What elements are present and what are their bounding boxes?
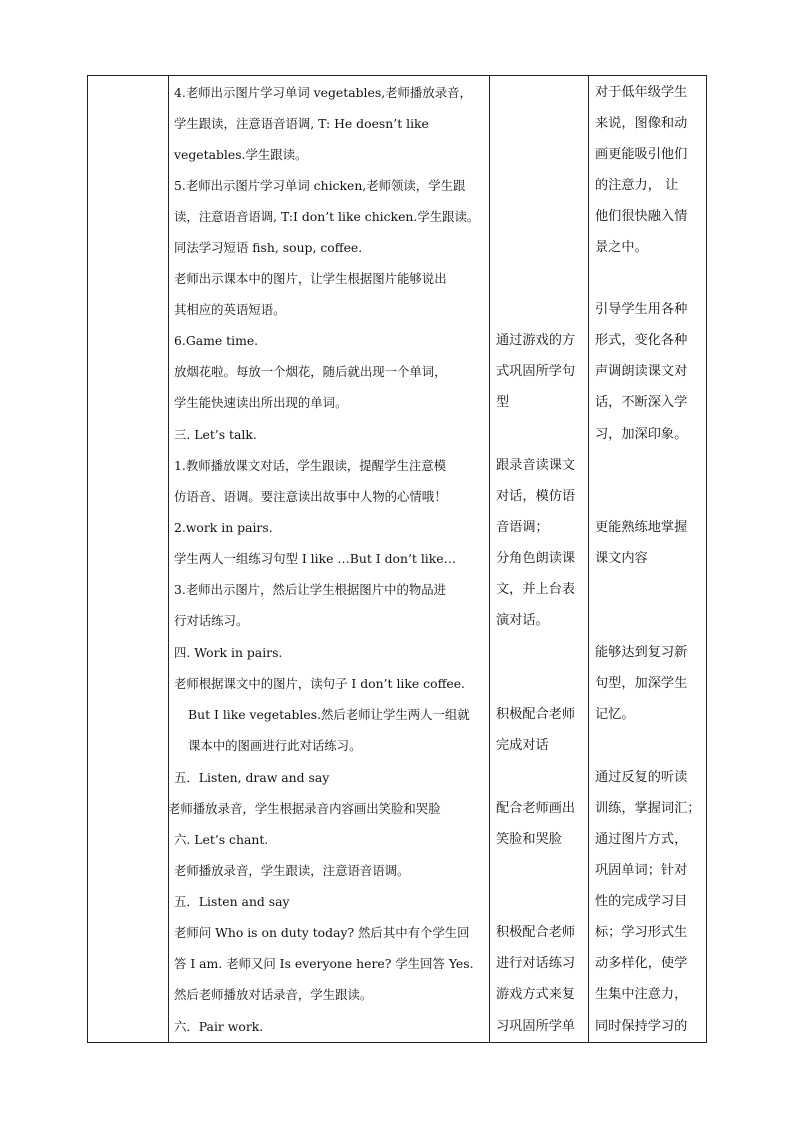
intent-line: 通过图片方式，: [595, 832, 688, 847]
process-line: vegetables.学生跟读。: [174, 147, 308, 162]
process-line: 然后老师播放对话录音，学生跟读。: [174, 987, 373, 1002]
process-line: 其相应的英语短语。: [174, 302, 286, 317]
process-line: 3.老师出示图片，然后让学生根据图片中的物品进: [174, 582, 447, 597]
activity-line: 音语调；: [496, 520, 549, 535]
activity-line: 积极配合老师: [496, 925, 576, 940]
intent-line: 同时保持学习的: [595, 1019, 688, 1034]
intent-line: 巩固单词；针对: [595, 863, 688, 878]
intent-line: 他们很快融入情: [595, 209, 688, 224]
process-line: 六．Pair work.: [174, 1019, 264, 1034]
intent-line: 能够达到复习新: [595, 645, 688, 660]
activity-line: 习巩固所学单: [496, 1019, 576, 1034]
process-line: 2.work in pairs.: [174, 520, 273, 535]
process-line: 老师根据课文中的图片，读句子 I don’t like coffee.: [174, 676, 465, 691]
intent-line: 形式，变化各种: [595, 333, 688, 348]
intent-line: 句型，加深学生: [595, 676, 688, 691]
intent-line: 对于低年级学生: [595, 85, 688, 100]
activity-line: 进行对话练习: [496, 956, 576, 971]
process-line: 同法学习短语 fish, soup, coffee.: [174, 240, 363, 255]
process-line: 6.Game time.: [174, 333, 259, 348]
activity-line: 式巩固所学句: [496, 364, 576, 379]
process-line: 老师播放录音，学生根据录音内容画出笑脸和哭脸: [168, 801, 441, 816]
activity-line: 游戏方式来复: [496, 987, 576, 1002]
process-line: 5.老师出示图片学习单词 chicken,老师领读，学生跟: [174, 178, 466, 193]
intent-line: 动多样化，使学: [595, 956, 688, 971]
process-line: 学生两人一组练习句型 I like …But I don’t like…: [174, 551, 456, 566]
intent-line: 画更能吸引他们: [595, 147, 688, 162]
process-line: 答 I am. 老师又问 Is everyone here? 学生回答 Yes.: [174, 956, 474, 971]
intent-line: 来说，图像和动: [595, 116, 688, 131]
process-line: 六. Let’s chant.: [174, 832, 269, 847]
activity-line: 完成对话: [496, 738, 549, 753]
process-line: 1.教师播放课文对话，学生跟读，提醒学生注意模: [174, 458, 447, 473]
activity-line: 跟录音读课文: [496, 458, 576, 473]
intent-line: 引导学生用各种: [595, 302, 688, 317]
intent-line: 标；学习形式生: [595, 925, 688, 940]
intent-line: 更能熟练地掌握: [595, 520, 688, 535]
process-line: 老师播放录音，学生跟读，注意语音语调。: [174, 863, 410, 878]
process-line: 老师出示课本中的图片，让学生根据图片能够说出: [174, 271, 447, 286]
process-line: 学生跟读，注意语音语调, T: He doesn’t like: [174, 116, 429, 131]
intent-line: 记忆。: [595, 707, 635, 722]
intent-line: 训练，掌握词汇；: [595, 801, 701, 816]
activity-line: 配合老师画出: [496, 801, 576, 816]
process-line: 三. Let’s talk.: [174, 427, 257, 442]
process-line: 4.老师出示图片学习单词 vegetables,老师播放录音，: [174, 85, 472, 100]
process-line: 仿语音、语调。要注意读出故事中人物的心情哦！: [174, 489, 447, 504]
activity-line: 分角色朗读课: [496, 551, 576, 566]
process-line: 行对话练习。: [174, 613, 249, 628]
intent-line: 课文内容: [595, 551, 648, 566]
process-line: But I like vegetables.然后老师让学生两人一组就: [188, 707, 470, 722]
process-line: 读，注意语音语调, T:I don’t like chicken.学生跟读。: [174, 209, 480, 224]
intent-line: 的注意力， 让: [595, 178, 679, 193]
process-line: 放烟花啦。每放一个烟花，随后就出现一个单词，: [174, 364, 447, 379]
activity-line: 积极配合老师: [496, 707, 576, 722]
process-line: 老师问 Who is on duty today? 然后其中有个学生回: [174, 925, 470, 940]
activity-line: 演对话。: [496, 613, 549, 628]
column-divider-2: [489, 76, 490, 1042]
activity-line: 对话，模仿语: [496, 489, 576, 504]
intent-line: 习，加深印象。: [595, 427, 688, 442]
process-line: 四. Work in pairs.: [174, 645, 283, 660]
process-line: 学生能快速读出所出现的单词。: [174, 395, 348, 410]
activity-line: 笑脸和哭脸: [496, 832, 562, 847]
column-divider-3: [588, 76, 589, 1042]
intent-line: 景之中。: [595, 240, 648, 255]
process-line: 五．Listen, draw and say: [174, 770, 330, 785]
process-line: 课本中的图画进行此对话练习。: [188, 738, 362, 753]
column-divider-1: [168, 76, 169, 1042]
process-line: 五．Listen and say: [174, 894, 290, 909]
lesson-plan-table: [87, 75, 707, 1043]
intent-line: 通过反复的听读: [595, 770, 688, 785]
intent-line: 生集中注意力，: [595, 987, 688, 1002]
activity-line: 通过游戏的方: [496, 333, 576, 348]
intent-line: 声调朗读课文对: [595, 364, 688, 379]
activity-line: 文，并上台表: [496, 582, 576, 597]
intent-line: 性的完成学习目: [595, 894, 688, 909]
intent-line: 话，不断深入学: [595, 395, 688, 410]
activity-line: 型: [496, 395, 510, 410]
